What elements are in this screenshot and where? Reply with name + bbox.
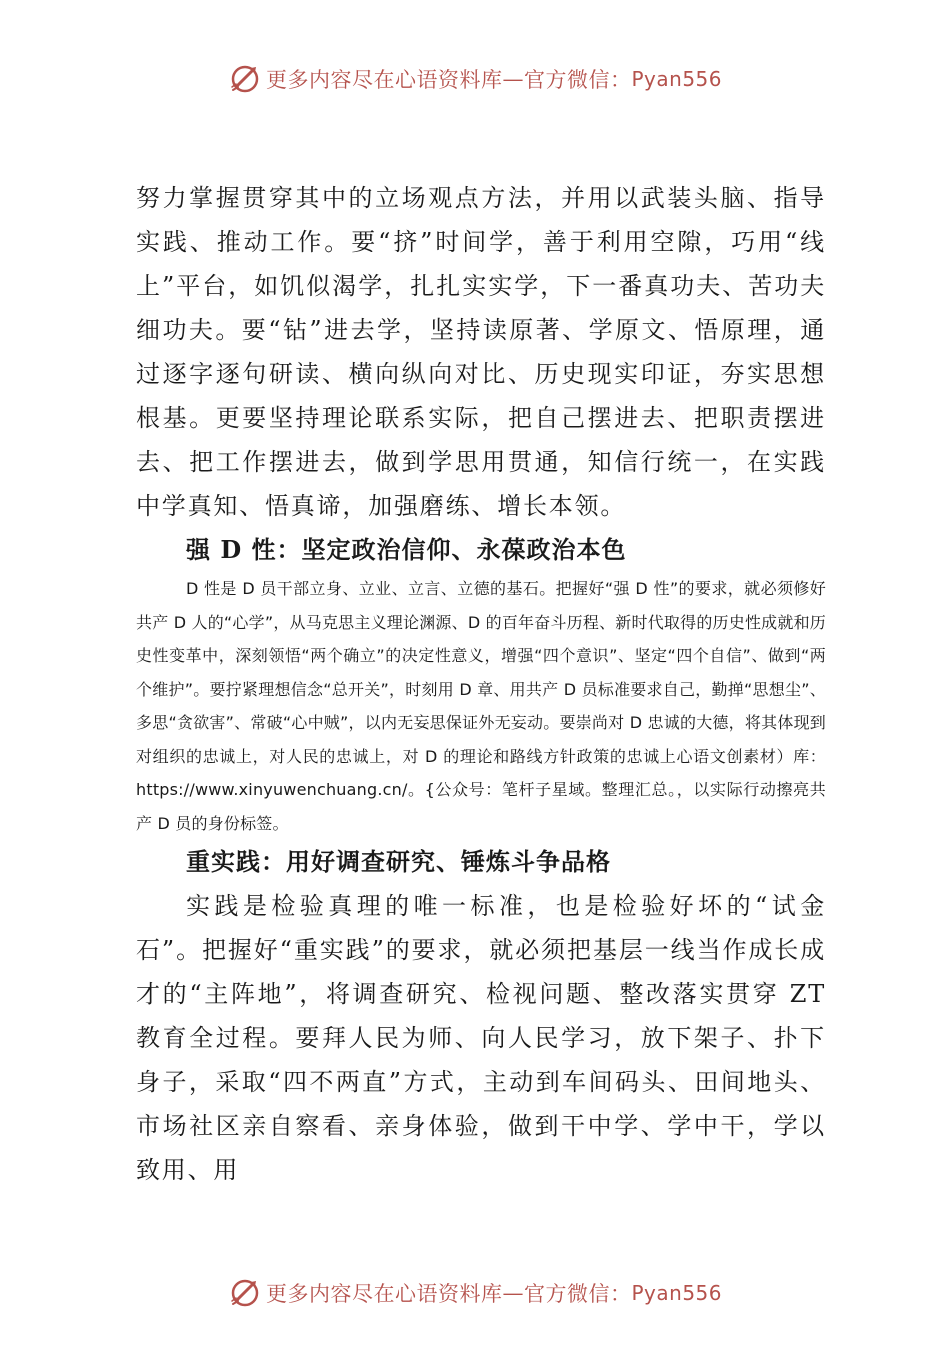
banner-text: 更多内容尽在心语资料库: [265, 68, 503, 92]
paragraph-study: 努力掌握贯穿其中的立场观点方法，并用以武装头脑、指导实践、推动工作。要“挤”时间学，善于利用空隙，巧用“线上”平台，如饥似渴学，扎扎实实学，下一番真功夫、苦功夫细功夫。要“钻”进去学，坚持读原著、学原文、悟原理，通过逐字逐句研读、横向纵向对比、历史现实印证，夯实思想根基。更要坚持理论联系实际，把自己摆进去、把职责摆进去、把工作摆进去，做到学思用贯通，知信行统一，在实践中学真知、悟真谛，加强磨练、增长本领。: [136, 184, 826, 520]
banner-wechat-id: Pyan556: [631, 67, 722, 91]
banner-dash: —: [502, 67, 524, 91]
paragraph-practice: 实践是检验真理的唯一标准，也是检验好坏的“试金石”。把握好“重实践”的要求，就必须把基层一线当作成长成才的“主阵地”，将调查研究、检视问题、整改落实贯穿 ZT 教育全过程。要拜人民为师、向人民学习，放下架子、扑下身子，采取“四不两直”方式，主动到车间码头、田间地头、市场社区亲自察看、亲身体验，做到干中学、学中干，学以致用、用: [136, 892, 826, 1184]
banner-wechat-label: 官方微信：: [523, 1282, 632, 1306]
header-banner: [0, 62, 950, 96]
banner-text: 更多内容尽在心语资料库: [265, 1282, 503, 1306]
document-body: [136, 176, 826, 1192]
banner-dash: —: [502, 1281, 524, 1305]
heading-practice: 重实践：用好调查研究、锤炼斗争品格: [186, 847, 611, 876]
paragraph-party-spirit: D 性是 D 员干部立身、立业、立言、立德的基石。把握好“强 D 性”的要求，就必须修好共产 D 人的“心学”，从马克思主义理论渊源、D 的百年奋斗历程、新时代取得的历史性成就和历史性变革中，深刻领悟“两个确立”的决定性意义，增强“四个意识”、坚定“四个自信”、做到“两个维护”。要拧紧理想信念“总开关”，时刻用 D 章、用共产 D 员标准要求自己，勤掸“思想尘”、多思“贪欲害”、常破“心中贼”，以内无妄思保证外无妄动。要崇尚对 D 忠诚的大德，将其体现到对组织的忠诚上，对人民的忠诚上，对 D 的理论和路线方针政策的忠诚上心语文创素材）库：https://www.xinyuwenchuang.cn/。{公众号：笔杆子星域。整理汇总。，以实际行动擦亮共产 D 员的身份标签。: [136, 579, 826, 833]
logo-icon: [228, 1276, 262, 1310]
logo-icon: [228, 62, 262, 96]
banner-wechat-label: 官方微信：: [523, 68, 632, 92]
footer-banner: [0, 1276, 950, 1310]
heading-party-spirit: 强 D 性：坚定政治信仰、永葆政治本色: [186, 535, 627, 564]
banner-wechat-id: Pyan556: [631, 1281, 722, 1305]
